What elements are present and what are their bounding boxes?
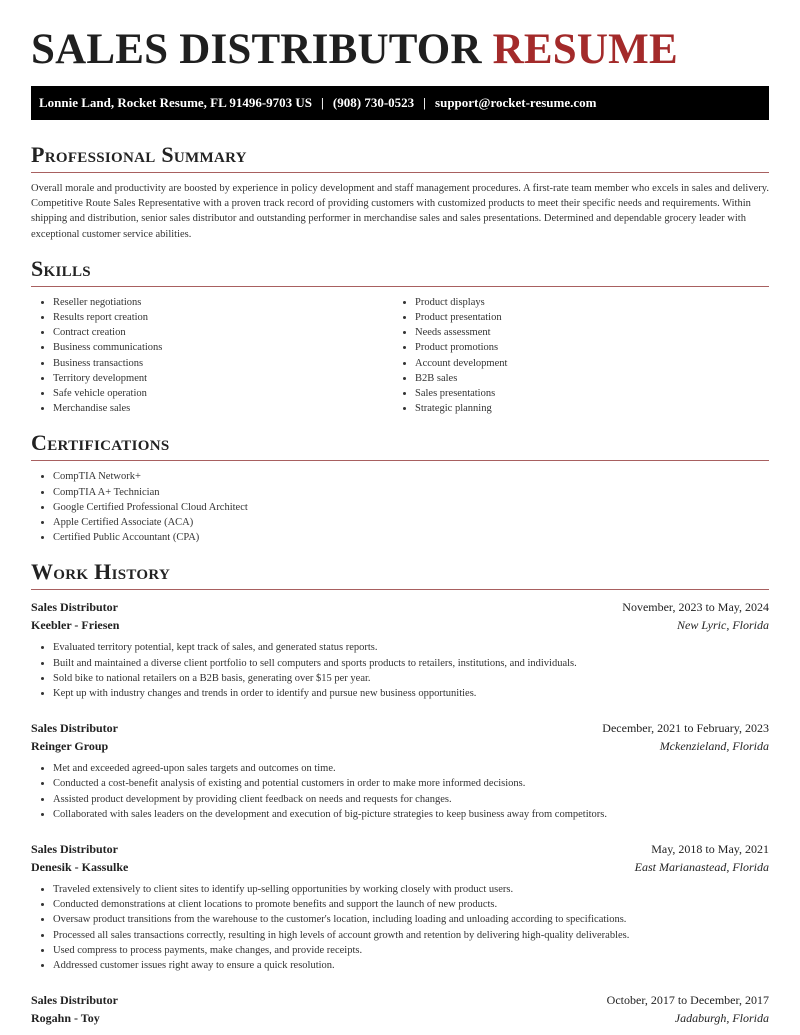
skills-list-right [393,295,755,417]
skills-list-left [31,295,393,417]
job-bullet: • Traveled extensively to client sites to identify up-selling opportunities by working closely with product users. [53,882,769,897]
job-location: Mckenzieland, Florida [659,739,769,754]
job-entry [31,719,769,822]
skill-item: • Sales presentations [415,386,755,401]
section-title-work-history: Work History [31,559,171,585]
section-title-summary: Professional Summary [31,142,247,167]
title-accent: RESUME [492,26,678,73]
title-main: SALES DISTRIBUTOR [31,26,482,73]
skill-item: • Product displays [415,295,755,310]
skill-item: • Product presentation [415,310,755,325]
certification-item: • Certified Public Accountant (CPA) [53,530,769,545]
skills-grid [31,295,769,417]
job-entry [31,991,769,1027]
job-location: East Marianastead, Florida [634,860,769,875]
section-divider [31,589,769,590]
skill-item: • Reseller negotiations [53,295,393,310]
skill-item: • Strategic planning [415,401,755,416]
job-bullet: • Addressed customer issues right away to ensure a quick resolution. [53,958,769,973]
job-bullet: • Processed all sales transactions correctly, resulting in high levels of account growth and retention by delivering high-quality deliverables. [53,928,769,943]
job-bullet: • Conducted a cost-benefit analysis of existing and potential customers in order to make more informed decisions. [53,776,769,791]
contact-bar [31,86,769,120]
job-company-row [31,858,769,876]
job-bullet: • Assisted product development by providing client feedback on needs and requests for changes. [53,792,769,807]
job-header-row [31,598,769,616]
section-divider [31,286,769,287]
certification-item: • CompTIA A+ Technician [53,485,769,500]
skills-column-right [393,295,755,417]
job-company: Reinger Group [31,739,109,754]
job-bullet: • Collaborated with sales leaders on the development and execution of big-picture strategies to keep business away from competitors. [53,807,769,822]
skill-item: • Product promotions [415,340,755,355]
resume-title [31,0,769,80]
job-title: Sales Distributor [31,721,118,736]
section-divider [31,172,769,173]
contact-email[interactable]: support@rocket-resume.com [435,95,597,110]
job-location: New Lyric, Florida [677,618,769,633]
job-bullet: • Used compress to process payments, make changes, and provide receipts. [53,943,769,958]
job-bullet: • Met and exceeded agreed-upon sales targets and outcomes on time. [53,761,769,776]
job-bullet-list [31,761,769,822]
job-company: Rogahn - Toy [31,1011,100,1026]
skill-item: • Needs assessment [415,325,755,340]
job-company-row [31,616,769,634]
job-header-row [31,840,769,858]
resume-page [31,0,769,1027]
skill-item: • Merchandise sales [53,401,393,416]
contact-phone[interactable]: (908) 730-0523 [332,95,415,110]
job-header-row [31,991,769,1009]
job-location: Jadaburgh, Florida [674,1011,769,1026]
skill-item: • Contract creation [53,325,393,340]
contact-separator: | [321,95,324,110]
job-bullet-list [31,882,769,973]
summary-section [31,142,769,242]
contact-separator: | [423,95,427,110]
section-title-certifications: Certifications [31,430,170,456]
job-company: Keebler - Friesen [31,618,120,633]
contact-address: Lonnie Land, Rocket Resume, FL 91496-9703 US [39,95,313,110]
section-divider [31,460,769,461]
certifications-list [31,469,769,545]
job-entry [31,840,769,973]
job-title: Sales Distributor [31,842,118,857]
skills-section [31,256,769,417]
skill-item: • Results report creation [53,310,393,325]
job-company: Denesik - Kassulke [31,860,129,875]
job-title: Sales Distributor [31,993,118,1008]
job-dates: December, 2021 to February, 2023 [602,721,769,736]
job-bullet: • Conducted demonstrations at client locations to promote benefits and support the launch of new products. [53,897,769,912]
job-list [31,598,769,1027]
skill-item: • Business communications [53,340,393,355]
skills-column-left [31,295,393,417]
job-dates: October, 2017 to December, 2017 [606,993,769,1008]
job-bullet: • Kept up with industry changes and trends in order to identify and pursue new business opportunities. [53,686,769,701]
job-bullet-list [31,640,769,701]
job-bullet: • Evaluated territory potential, kept track of sales, and generated status reports. [53,640,769,655]
job-dates: November, 2023 to May, 2024 [622,600,769,615]
certifications-section [31,430,769,545]
certification-item: • Google Certified Professional Cloud Architect [53,500,769,515]
skill-item: • Territory development [53,371,393,386]
section-title-skills: Skills [31,255,91,281]
job-bullet: • Oversaw product transitions from the warehouse to the customer's location, including loading and unloading according to specifications. [53,912,769,927]
skill-item: • Safe vehicle operation [53,386,393,401]
job-title: Sales Distributor [31,600,118,615]
job-company-row [31,1009,769,1027]
certification-item: • CompTIA Network+ [53,469,769,484]
certification-item: • Apple Certified Associate (ACA) [53,515,769,530]
job-company-row [31,737,769,755]
job-header-row [31,719,769,737]
work-history-section [31,559,769,1027]
skill-item: • Business transactions [53,356,393,371]
job-bullet: • Built and maintained a diverse client portfolio to sell computers and sports products to retailers, institutions, and individuals. [53,656,769,671]
summary-text: Overall morale and productivity are boosted by experience in policy development and staff management procedures. A first-rate team member who excels in sales and delivery. Competitive Route Sales Representative with a proven track record of providing customers with customized products to meet their specific needs and requirements. Within shipping and distribution, senior sales distributor and outstanding performer in merchandise sales and sales presentations. Determined and dependable grocery leader with exceptional customer service abilities. [31,183,769,240]
skill-item: • Account development [415,356,755,371]
job-dates: May, 2018 to May, 2021 [651,842,769,857]
job-bullet: • Sold bike to national retailers on a B2B basis, generating over $15 per year. [53,671,769,686]
job-entry [31,598,769,701]
skill-item: • B2B sales [415,371,755,386]
